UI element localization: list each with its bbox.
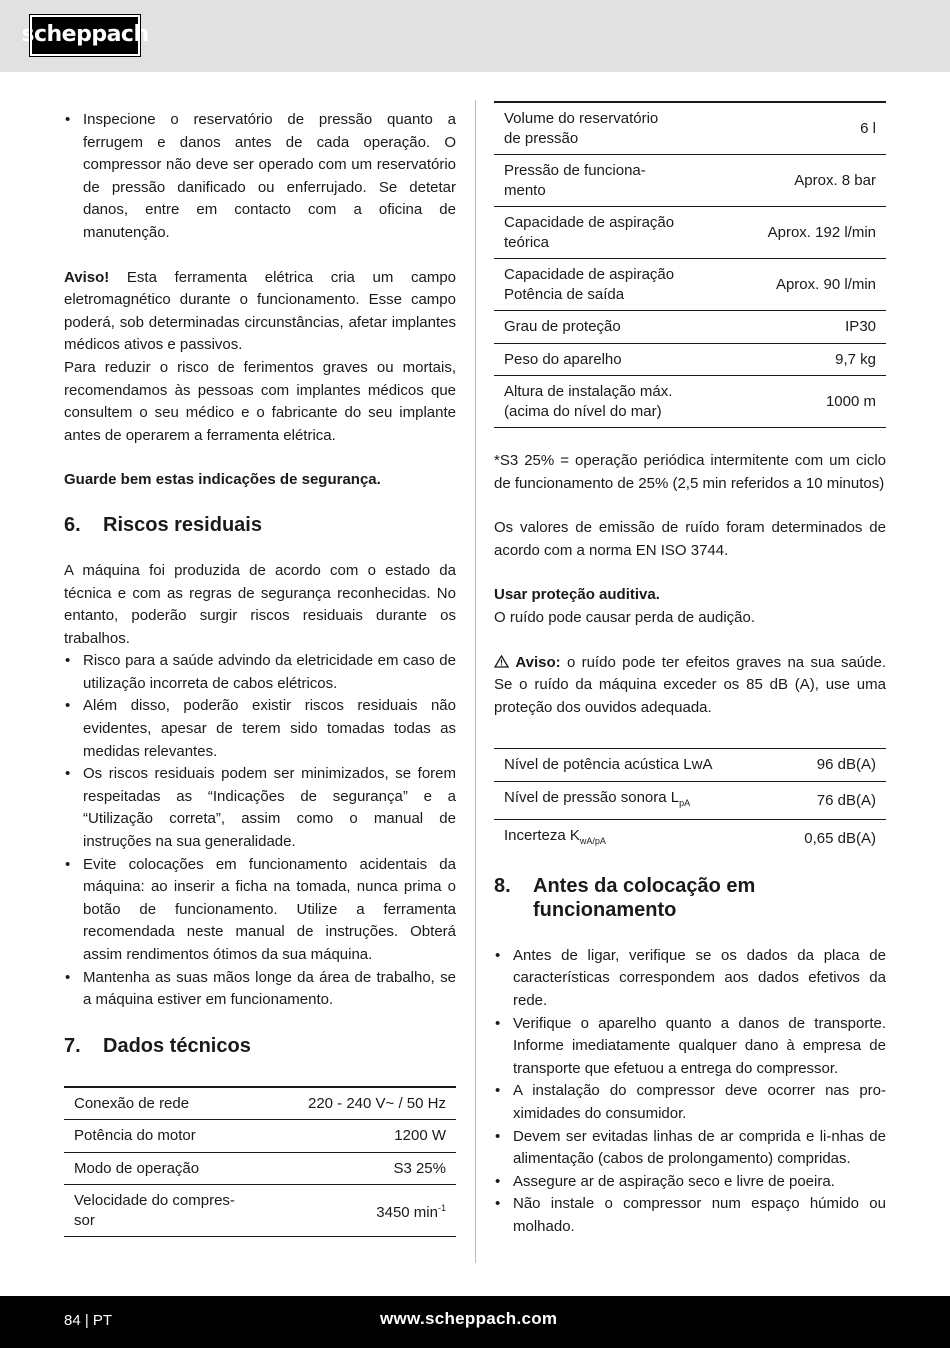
noise-warning-paragraph — [494, 652, 886, 720]
list-item: • Assegure ar de aspiração seco e livre de poeira. — [494, 1171, 886, 1194]
table-cell-value: 1200 W — [273, 1120, 456, 1153]
technical-data-table — [64, 1086, 456, 1238]
table-cell-value: 0,65 dB(A) — [804, 830, 876, 848]
warning-label: Aviso: — [515, 653, 561, 671]
list-item: • Não instale o compressor num espaço húmido ou molhado. — [494, 1193, 886, 1238]
list-item: • Antes de ligar, verifique se os dados da placa de características correspondem aos dados efetivos da rede. — [494, 945, 886, 1013]
table-cell-label: Peso do aparelho — [494, 343, 728, 376]
table-cell-label: Incerteza $K_{wA/pA}$ — [504, 827, 606, 847]
section-number: 7. — [64, 1034, 81, 1057]
aviso-text: Esta ferramenta elétrica cria um campo eletromagnético durante o funcionamento. Esse campo poderá, sob determinadas circunstâncias, afetar implantes médicos ativos e passivos. — [64, 268, 456, 354]
table-row — [64, 1185, 456, 1237]
table-row — [494, 102, 886, 155]
table-row — [494, 259, 886, 311]
page-number: 84 | PT — [64, 1312, 113, 1329]
section-8-heading — [494, 874, 886, 922]
table-cell-value: 9,7 kg — [728, 343, 886, 376]
list-item: • Inspecione o reservatório de pressão quanto a ferrugem e danos antes de cada operação. O compressor não deve ser operado com um reservatório de pressão danificado ou enferrujado. Se detetar danos, entre em contacto com a oficina de manutenção. — [64, 109, 456, 245]
table-row — [494, 376, 886, 428]
table-cell-value: 6 l — [728, 102, 886, 155]
table-row — [64, 1087, 456, 1120]
list-item: • Evite colocações em funcionamento acidentais da máquina: ao inserir a ficha na tomada, nunca prima o botão de funcionamento. Utilize a ferramenta recomendada neste manual de instruções. Obterá assim rendimentos ótimos da sua máquina. — [64, 854, 456, 967]
section-title: Riscos residuais — [103, 513, 262, 536]
aviso-label: Aviso! — [64, 268, 110, 286]
right-column — [494, 101, 886, 1239]
warning-text: o ruído pode ter efeitos graves na sua saúde. Se o ruído da máquina exceder os 85 dB (A), use uma proteção dos ouvidos adequada. — [494, 653, 886, 716]
s3-footnote: *S3 25% = operação periódica intermitente com um ciclo de funcionamento de 25% (2,5 min referidos a 10 minutos) — [494, 452, 886, 492]
table-cell-label: Conexão de rede — [64, 1087, 273, 1120]
list-item: • Devem ser evitadas linhas de ar comprida e li-nhas de alimentação (cabos de prolongamento) compridas. — [494, 1126, 886, 1171]
table-cell-value: 220 - 240 V~ / 50 Hz — [273, 1087, 456, 1120]
emf-warning-paragraph — [64, 267, 456, 357]
list-item: • A instalação do compressor deve ocorrer nas pro-ximidades do consumidor. — [494, 1080, 886, 1125]
table-cell-label: Volume do reservatório de pressão — [494, 102, 728, 155]
table-cell-label: Modo de operação — [64, 1152, 273, 1185]
page-header — [0, 0, 950, 72]
list-item: • Risco para a saúde advindo da eletricidade em caso de utilização incorreta de cabos elétricos. — [64, 650, 456, 695]
table-row — [494, 781, 886, 820]
section-6-intro: A máquina foi produzida de acordo com o estado da técnica e com as regras de segurança reconhecidas. No entanto, poderão surgir riscos residuais durante os trabalhos. — [64, 561, 456, 647]
section-title: Dados técnicos — [103, 1034, 251, 1057]
section-7-heading — [64, 1034, 456, 1058]
table-cell-label: Pressão de funciona- mento — [494, 155, 728, 207]
table-cell-value: Aprox. 90 l/min — [728, 259, 886, 311]
table-cell-label: Nível de pressão sonora $L_{pA}$ — [494, 781, 774, 820]
table-cell-value: IP30 — [728, 311, 886, 344]
noise-table — [494, 748, 886, 858]
website-link[interactable]: www.scheppach.com — [380, 1309, 558, 1328]
preparation-list — [494, 945, 886, 1239]
table-row — [64, 1120, 456, 1153]
list-item: • Mantenha as suas mãos longe da área de trabalho, se a máquina estiver em funcionamento. — [64, 967, 456, 1012]
residual-risks-list — [64, 650, 456, 1012]
table-cell-label: Nível de potência acústica LwA — [494, 749, 774, 782]
pressure-bullet-list — [64, 109, 456, 245]
noise-norm-paragraph: Os valores de emissão de ruído foram determinados de acordo com a norma EN ISO 3744. — [494, 519, 886, 559]
table-cell-value: 76 dB(A) — [774, 781, 886, 820]
column-divider — [475, 100, 476, 1263]
table-cell-value: 96 dB(A) — [774, 749, 886, 782]
table-cell-label: Velocidade do compres- sor — [64, 1185, 273, 1237]
brand-logo: scheppach — [30, 15, 140, 56]
table-cell-label: Capacidade de aspiração Potência de saída — [494, 259, 728, 311]
table-cell-value: 3450 $\min^{-1}$ — [273, 1185, 456, 1237]
table-row — [494, 343, 886, 376]
section-title: Antes da colocação em funcionamento — [533, 874, 756, 921]
hearing-protection-text: O ruído pode causar perda de audição. — [494, 608, 756, 626]
table-cell-label: Grau de proteção — [494, 311, 728, 344]
page-footer — [0, 1296, 950, 1348]
table-cell-label: Potência do motor — [64, 1120, 273, 1153]
left-column — [64, 109, 456, 1237]
table-cell-label: Capacidade de aspiração teórica — [494, 207, 728, 259]
table-row — [64, 1152, 456, 1185]
keep-instructions-note: Guarde bem estas indicações de segurança. — [64, 471, 381, 489]
section-number: 8. — [494, 874, 511, 897]
section-6-heading — [64, 513, 456, 537]
list-item: • Além disso, poderão existir riscos residuais não evidentes, apesar de terem sido tomadas todas as medidas relevantes. — [64, 695, 456, 763]
table-cell-value: S3 25% — [273, 1152, 456, 1185]
list-item: • Os riscos residuais podem ser minimizados, se forem respeitadas as “Indicações de segurança” e a “Utilização correta”, assim como o manual de instruções na sua generalidade. — [64, 763, 456, 853]
section-number: 6. — [64, 513, 81, 536]
table-row — [494, 155, 886, 207]
table-row — [494, 207, 886, 259]
table-cell-value: Aprox. 8 bar — [728, 155, 886, 207]
table-cell-value: 1000 m — [728, 376, 886, 428]
table-cell-value: Aprox. 192 l/min — [728, 207, 886, 259]
table-row — [494, 820, 886, 858]
technical-data-table-continued — [494, 101, 886, 428]
table-cell-label: Altura de instalação máx. (acima do nível do mar) — [494, 376, 728, 428]
warning-triangle-icon — [494, 654, 509, 671]
hearing-protection-label: Usar proteção auditiva. — [494, 586, 660, 604]
list-item: • Verifique o aparelho quanto a danos de transporte. Informe imediatamente qualquer dano à empresa de transporte que efetuou a entrega do compressor. — [494, 1013, 886, 1081]
table-row — [494, 311, 886, 344]
table-row — [494, 749, 886, 782]
implants-paragraph: Para reduzir o risco de ferimentos graves ou mortais, recomendamos às pessoas com implantes médicos que consultem o seu médico e o fabricante do seu implante antes de operarem a ferramenta elétrica. — [64, 358, 456, 444]
